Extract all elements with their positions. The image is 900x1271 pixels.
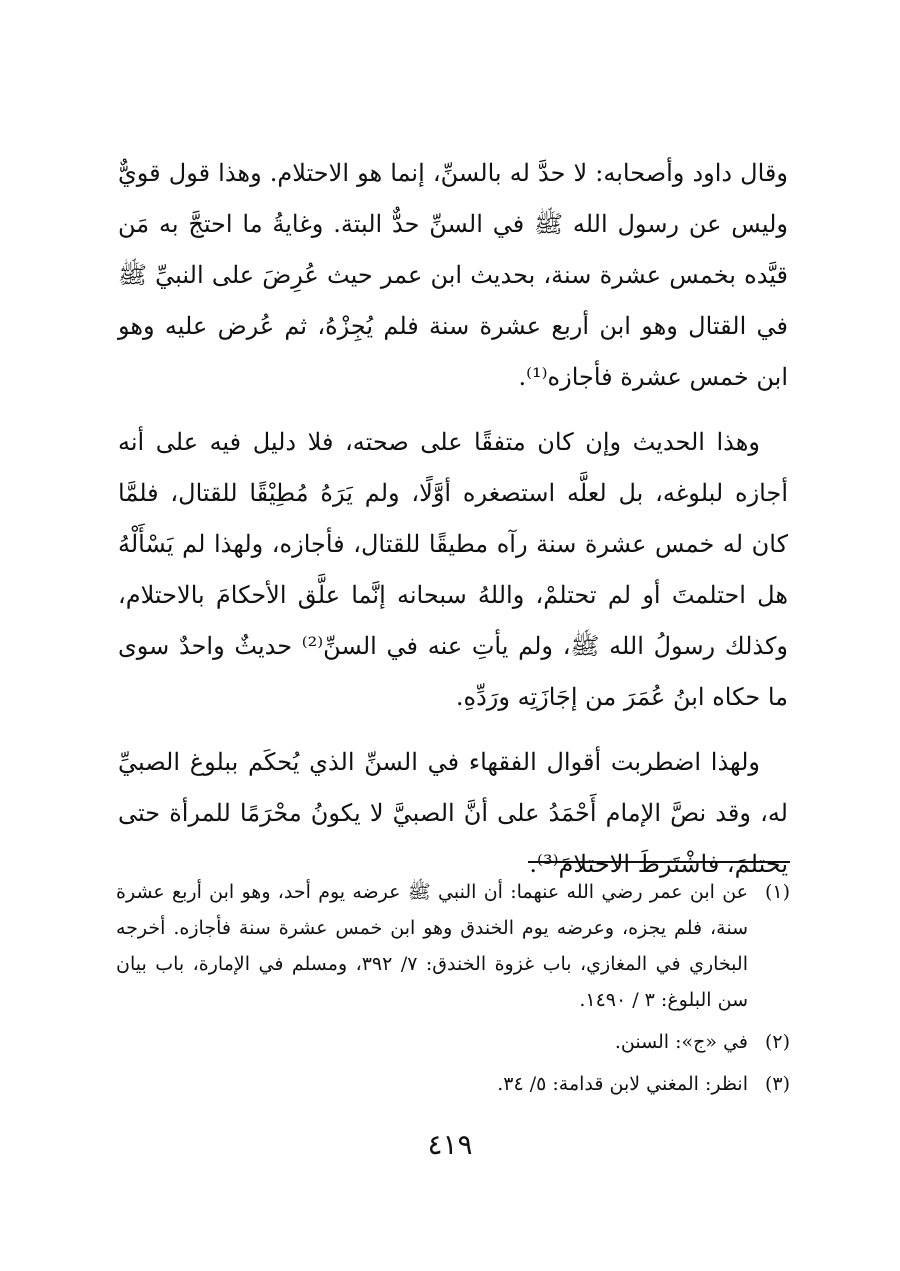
footnote-number: (١) <box>764 881 790 903</box>
footnotes <box>116 874 790 1108</box>
footnote-1 <box>116 874 790 1018</box>
paragraph-2: وهذا الحديث وإن كان متفقًا على صحته، فلا دليل فيه على أنه أجازه لبلوغه، بل لعلَّه استصغره أوَّلًا، ولم يَرَهُ مُطِيْقًا للقتال، فلمَّا كان له خمس عشرة سنة رآه مطيقًا للقتال، فأجازه، ولهذا لم يَسْأَلْهُ هل احتلمتَ أو لم تحتلمْ، واللهُ سبحانه إنَّما علَّق الأحكامَ بالاحتلام، وكذلك رسولُ الله ﷺ، ولم يأتِ عنه في السنِّ⁽²⁾ حديثٌ واحدٌ سوى ما حكاه ابنُ عُمَرَ من إجَازَتِه ورَدِّهِ. <box>118 428 788 711</box>
page-number: ٤١٩ <box>427 1128 473 1161</box>
footnote-number: (٣) <box>764 1073 790 1095</box>
footnote-3 <box>116 1066 790 1102</box>
footnote-divider <box>528 861 790 863</box>
footnote-text: انظر: المغني لابن قدامة: ٥/ ٣٤. <box>497 1073 748 1095</box>
footnote-number: (٢) <box>764 1031 790 1053</box>
paragraph-1: وقال داود وأصحابه: لا حدَّ له بالسنِّ، إنما هو الاحتلام. وهذا قول قويٌّ وليس عن رسول الله ﷺ في السنِّ حدٌّ البتة. وغايةُ ما احتجَّ به مَن قيَّده بخمس عشرة سنة، بحديث ابن عمر حيث عُرِضَ على النبيِّ ﷺ في القتال وهو ابن أربع عشرة سنة فلم يُجِزْهُ، ثم عُرض عليه وهو ابن خمس عشرة فأجازه⁽¹⁾. <box>118 159 788 391</box>
main-text <box>118 148 788 890</box>
paragraph-3: ولهذا اضطربت أقوال الفقهاء في السنِّ الذي يُحكَم ببلوغ الصبيِّ له، وقد نصَّ الإمام أَحْمَدُ على أنَّ الصبيَّ لا يكونُ محْرَمًا للمرأة حتى يحتلمَ، فاشْتَرَطَ الاحتلامَ⁽³⁾. <box>118 748 788 878</box>
footnote-text: في «ج»: السنن. <box>614 1031 748 1053</box>
footnote-text: عن ابن عمر رضي الله عنهما: أن النبي ﷺ عرضه يوم أحد، وهو ابن أربع عشرة سنة، فلم يجزه، وعرضه يوم الخندق وهو ابن خمس عشرة سنة فأجازه. أخرجه البخاري في المغازي، باب غزوة الخندق: ٧/ ٣٩٢، ومسلم في الإمارة، باب بيان سن البلوغ: ٣ / ١٤٩٠. <box>116 881 748 1011</box>
footnote-2 <box>116 1024 790 1060</box>
